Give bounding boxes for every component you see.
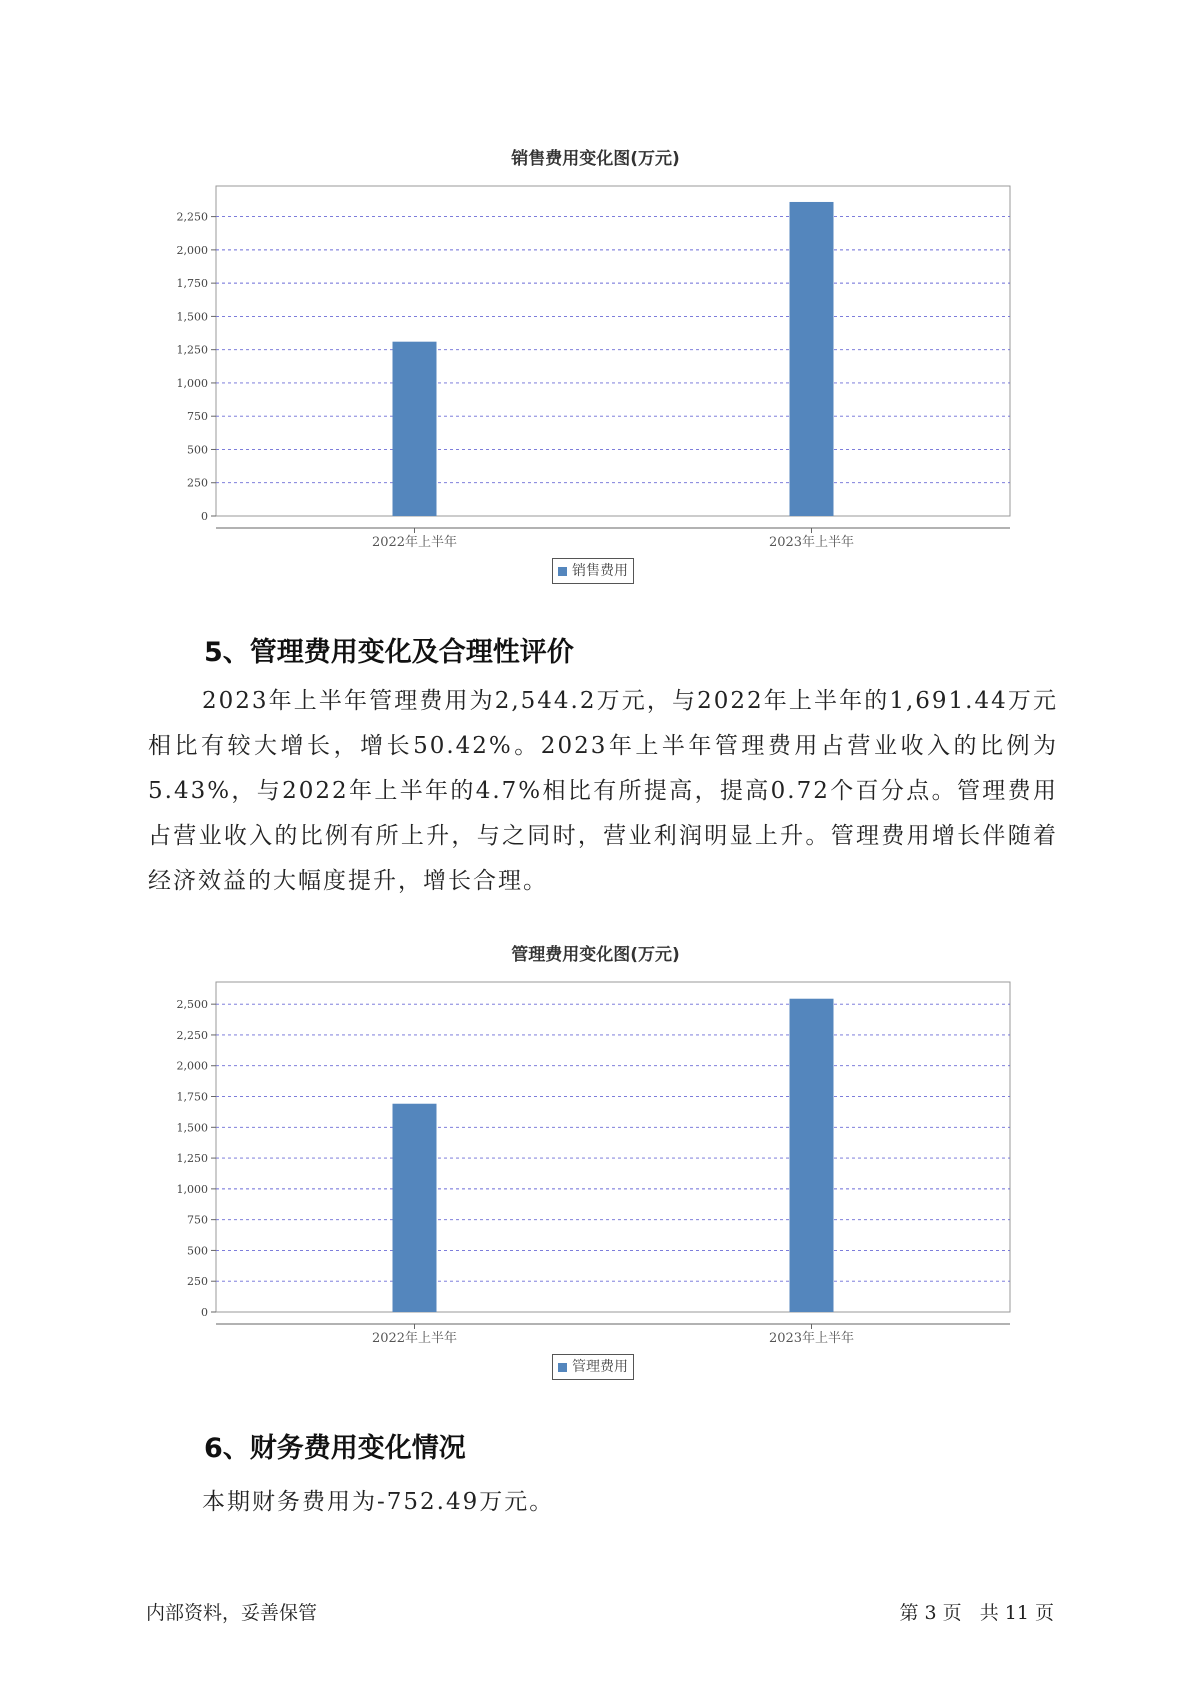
y-tick-label: 1,000 bbox=[176, 376, 208, 390]
x-tick-label: 2023年上半年 bbox=[768, 1331, 855, 1346]
bar-chart-sales-expense bbox=[0, 178, 1191, 548]
x-tick-label: 2022年上半年 bbox=[371, 1331, 458, 1346]
legend-label: 销售费用 bbox=[572, 563, 628, 579]
y-tick-label: 1,250 bbox=[176, 1152, 208, 1166]
y-tick-label: 750 bbox=[187, 410, 208, 424]
y-tick-label: 2,250 bbox=[176, 1028, 208, 1042]
bar bbox=[790, 202, 834, 516]
y-tick-label: 1,500 bbox=[176, 1121, 208, 1135]
y-tick-label: 1,750 bbox=[176, 1090, 208, 1104]
section-paragraph: 2023年上半年管理费用为2,544.2万元，与2022年上半年的1,691.44万元相比有较大增长，增长50.42%。2023年上半年管理费用占营业收入的比例为5.43%，与2022年上半年的4.7%相比有所提高，提高0.72个百分点。管理费用占营业收入的比例有所上升，与之同时，营业利润明显上升。管理费用增长伴随着经济效益的大幅度提升，增长合理。 bbox=[148, 688, 1058, 894]
x-tick-label: 2023年上半年 bbox=[768, 535, 855, 550]
y-tick-label: 1,500 bbox=[176, 310, 208, 324]
y-tick-label: 250 bbox=[187, 476, 208, 490]
legend-swatch bbox=[558, 1363, 567, 1372]
y-tick-label: 2,500 bbox=[176, 998, 208, 1012]
y-tick-label: 1,750 bbox=[176, 277, 208, 291]
chart-title-sales: 销售费用变化图(万元) bbox=[511, 149, 680, 169]
bar-chart-admin-expense bbox=[0, 974, 1191, 1344]
footer-confidential-note: 内部资料，妥善保管 bbox=[146, 1602, 318, 1624]
section-paragraph: 本期财务费用为-752.49万元。 bbox=[202, 1489, 555, 1515]
legend-sales bbox=[552, 558, 634, 584]
y-tick-label: 500 bbox=[187, 443, 208, 457]
plot-area bbox=[216, 186, 1010, 516]
footer-page-number: 第 3 页 共 11 页 bbox=[899, 1602, 1054, 1624]
legend-label: 管理费用 bbox=[572, 1359, 628, 1375]
chart-title-admin: 管理费用变化图(万元) bbox=[511, 945, 680, 965]
plot-area bbox=[216, 982, 1010, 1312]
y-tick-label: 250 bbox=[187, 1275, 208, 1289]
x-tick-label: 2022年上半年 bbox=[371, 535, 458, 550]
y-tick-label: 0 bbox=[201, 510, 208, 523]
legend-swatch bbox=[558, 567, 567, 576]
y-tick-label: 750 bbox=[187, 1213, 208, 1227]
bar bbox=[393, 1104, 437, 1312]
y-tick-label: 2,000 bbox=[176, 1059, 208, 1073]
bar bbox=[393, 342, 437, 516]
y-tick-label: 2,250 bbox=[176, 210, 208, 224]
legend-admin bbox=[552, 1354, 634, 1380]
bar bbox=[790, 999, 834, 1312]
y-tick-label: 1,250 bbox=[176, 343, 208, 357]
y-tick-label: 2,000 bbox=[176, 243, 208, 257]
y-tick-label: 1,000 bbox=[176, 1182, 208, 1196]
section-heading: 5、管理费用变化及合理性评价 bbox=[204, 637, 574, 668]
y-tick-label: 500 bbox=[187, 1244, 208, 1258]
y-tick-label: 0 bbox=[201, 1306, 208, 1319]
section-heading: 6、财务费用变化情况 bbox=[204, 1433, 466, 1464]
